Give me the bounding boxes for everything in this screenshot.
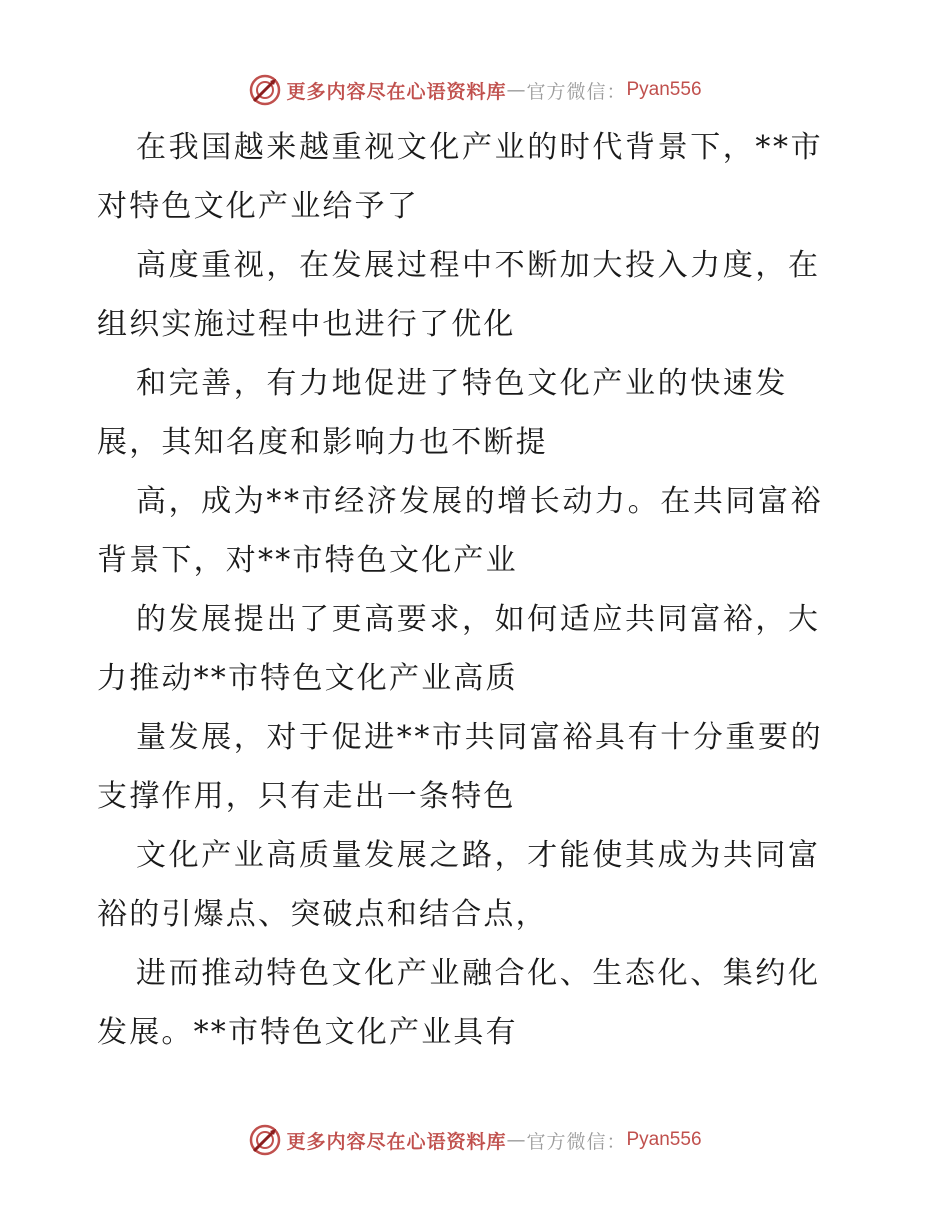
brand-logo-icon [248, 73, 282, 107]
header-watermark [0, 70, 950, 110]
watermark-brand: 更多内容尽在心语资料库 [286, 80, 507, 103]
paragraph-5-line-2: 力推动**市特色文化产业高质 [97, 661, 518, 696]
paragraph-8-line-1: 进而推动特色文化产业融合化、生态化、集约化 [136, 956, 821, 991]
footer-watermark [0, 1120, 950, 1160]
paragraph-7-line-2: 裕的引爆点、突破点和结合点， [97, 897, 548, 932]
paragraph-6-line-2: 支撑作用，只有走出一条特色 [97, 779, 516, 814]
paragraph-6-line-1: 量发展，对于促进**市共同富裕具有十分重要的 [136, 720, 824, 755]
watermark-dash: — [506, 1129, 527, 1151]
paragraph-3-line-2: 展，其知名度和影响力也不断提 [97, 425, 548, 460]
brand-logo-icon [248, 1123, 282, 1157]
watermark-contact-label: 官方微信： [526, 80, 627, 103]
paragraph-5-line-1: 的发展提出了更高要求，如何适应共同富裕，大 [136, 602, 821, 637]
paragraph-4-line-1: 高，成为**市经济发展的增长动力。在共同富裕 [136, 484, 824, 519]
paragraph-7-line-1: 文化产业高质量发展之路，才能使其成为共同富 [136, 838, 821, 873]
paragraph-2-line-1: 高度重视，在发展过程中不断加大投入力度，在 [136, 248, 821, 283]
paragraph-1-line-2: 对特色文化产业给予了 [97, 189, 419, 224]
watermark-contact-id: Pyan556 [626, 79, 702, 100]
watermark-dash: — [506, 79, 527, 101]
watermark-contact-label: 官方微信： [526, 1130, 627, 1153]
document-body [97, 118, 857, 1062]
paragraph-3-line-1: 和完善，有力地促进了特色文化产业的快速发 [136, 366, 788, 401]
watermark-contact-id: Pyan556 [626, 1129, 702, 1150]
paragraph-8-line-2: 发展。**市特色文化产业具有 [97, 1015, 518, 1050]
watermark-brand: 更多内容尽在心语资料库 [286, 1130, 507, 1153]
paragraph-1-line-1: 在我国越来越重视文化产业的时代背景下，**市 [136, 130, 824, 165]
paragraph-2-line-2: 组织实施过程中也进行了优化 [97, 307, 516, 342]
paragraph-4-line-2: 背景下，对**市特色文化产业 [97, 543, 518, 578]
